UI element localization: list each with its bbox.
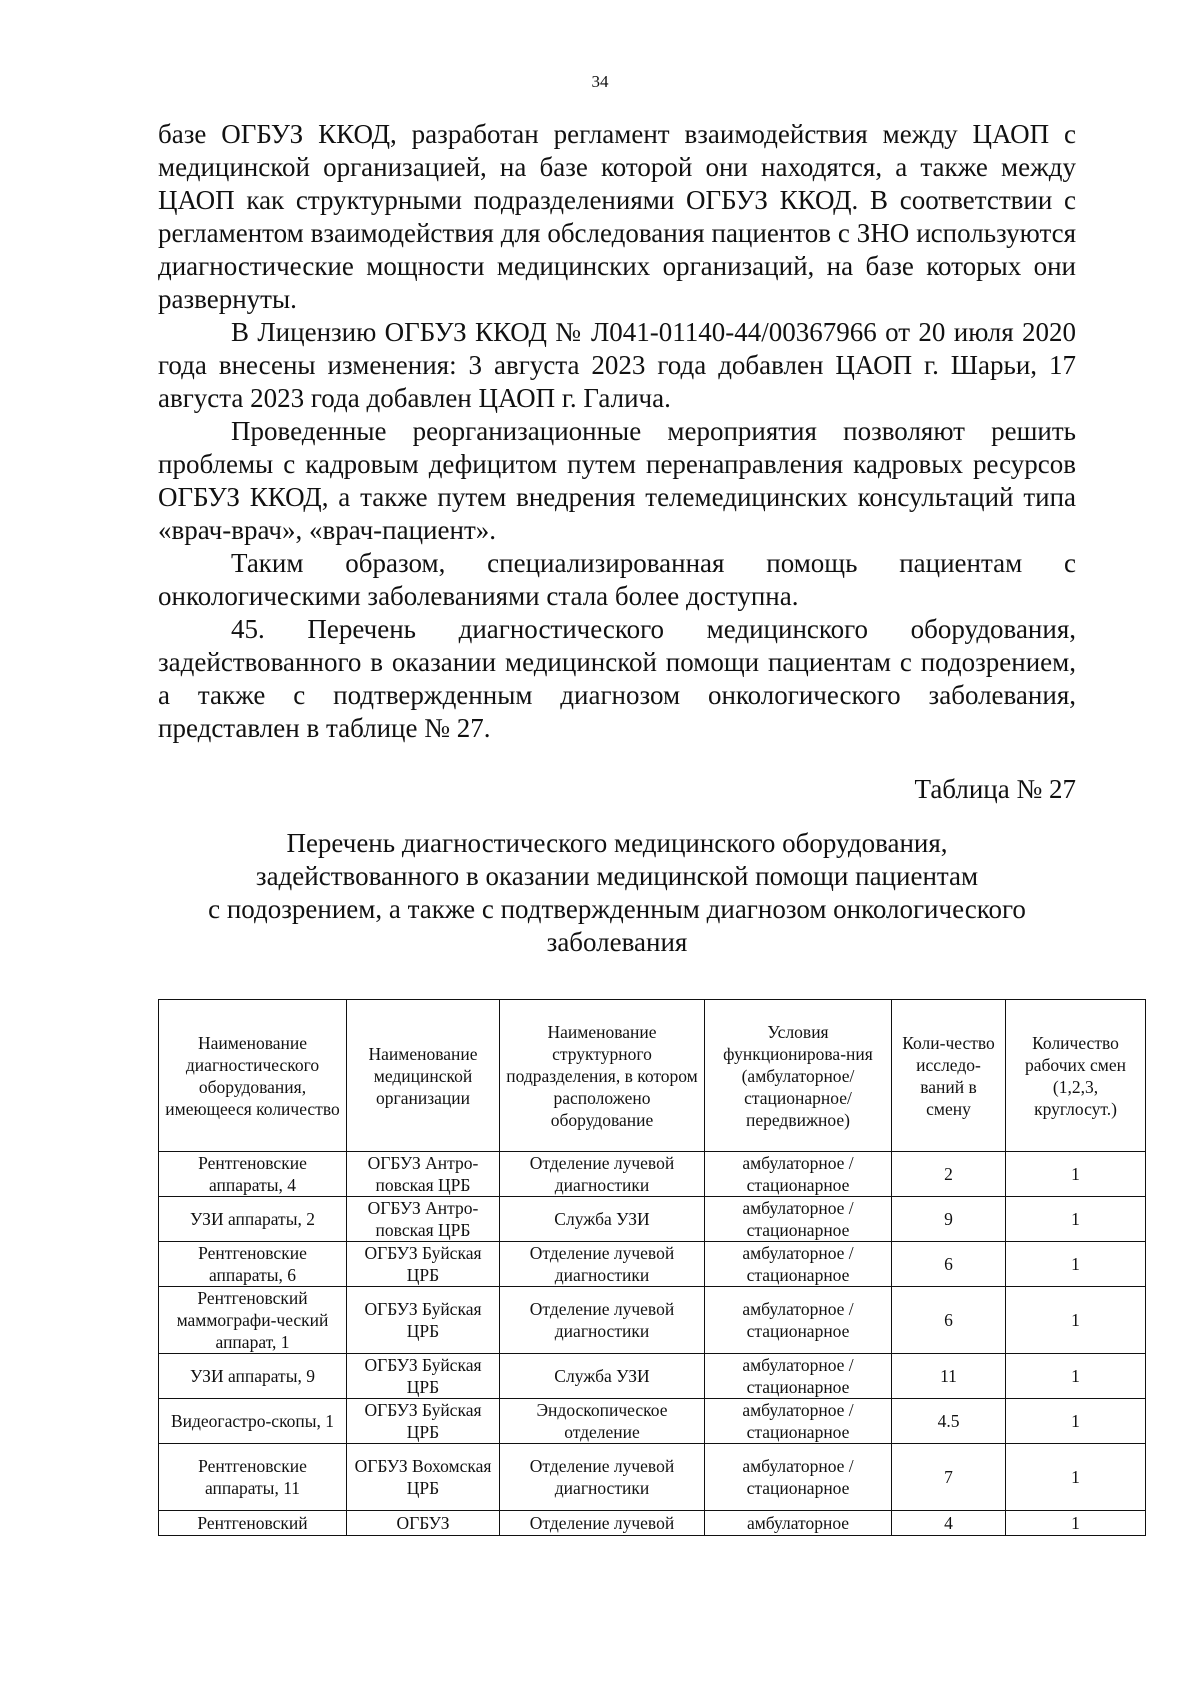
paragraph: 45. Перечень диагностического медицинского оборудования, задействованного в оказании медицинской помощи пациентам с подозрением, а также с подтвержденным диагнозом онкологического заболевания, представлен в таблице № 27. bbox=[158, 614, 1076, 743]
cell-conditions: амбулаторное /стационарное bbox=[705, 1354, 892, 1399]
paragraph: Таким образом, специализированная помощь пациентам с онкологическими заболеваниями стала более доступна. bbox=[158, 548, 1076, 611]
cell-studies-count: 4.5 bbox=[892, 1399, 1006, 1444]
cell-equipment: Рентгеновские аппараты, 6 bbox=[159, 1242, 347, 1287]
table-row bbox=[159, 1197, 1146, 1242]
cell-conditions: амбулаторное /стационарное bbox=[705, 1152, 892, 1197]
paragraph: Проведенные реорганизационные мероприятия позволяют решить проблемы с кадровым дефицитом путем перенаправления кадровых ресурсов ОГБУЗ ККОД, а также путем внедрения телемедицинских консультаций типа «врач-врач», «врач-пациент». bbox=[158, 416, 1076, 545]
header-studies-count: Коли-чество исследо-ваний в смену bbox=[892, 1000, 1006, 1152]
header-shifts: Количество рабочих смен (1,2,3, круглосут.) bbox=[1006, 1000, 1146, 1152]
cell-organization: ОГБУЗ Антро-повская ЦРБ bbox=[347, 1197, 500, 1242]
cell-equipment: Видеогастро-скопы, 1 bbox=[159, 1399, 347, 1444]
cell-equipment: УЗИ аппараты, 2 bbox=[159, 1197, 347, 1242]
table-row bbox=[159, 1354, 1146, 1399]
cell-department: Отделение лучевой bbox=[500, 1511, 705, 1536]
cell-organization: ОГБУЗ Антро-повская ЦРБ bbox=[347, 1152, 500, 1197]
cell-shifts: 1 bbox=[1006, 1354, 1146, 1399]
table-row bbox=[159, 1152, 1146, 1197]
cell-conditions: амбулаторное bbox=[705, 1511, 892, 1536]
cell-studies-count: 6 bbox=[892, 1242, 1006, 1287]
cell-equipment: Рентгеновский bbox=[159, 1511, 347, 1536]
table-title-line: с подозрением, а также с подтвержденным диагнозом онкологического bbox=[208, 894, 1026, 924]
cell-shifts: 1 bbox=[1006, 1444, 1146, 1511]
cell-studies-count: 6 bbox=[892, 1287, 1006, 1354]
cell-department: Отделение лучевой диагностики bbox=[500, 1287, 705, 1354]
header-conditions: Условия функционирова-ния (амбулаторное/ стационарное/ передвижное) bbox=[705, 1000, 892, 1152]
equipment-table bbox=[158, 999, 1146, 1536]
table-row bbox=[159, 1511, 1146, 1536]
cell-equipment: Рентгеновские аппараты, 4 bbox=[159, 1152, 347, 1197]
table-row bbox=[159, 1242, 1146, 1287]
header-department: Наименование структурного подразделения, в котором расположено оборудование bbox=[500, 1000, 705, 1152]
paragraph: В Лицензию ОГБУЗ ККОД № Л041-01140-44/00367966 от 20 июля 2020 года внесены изменения: 3 августа 2023 года добавлен ЦАОП г. Шарьи, 17 августа 2023 года добавлен ЦАОП г. Галича. bbox=[158, 317, 1076, 413]
table-title-line: заболевания bbox=[546, 927, 688, 957]
cell-shifts: 1 bbox=[1006, 1399, 1146, 1444]
cell-organization: ОГБУЗ Буйская ЦРБ bbox=[347, 1242, 500, 1287]
cell-department: Служба УЗИ bbox=[500, 1197, 705, 1242]
table-title-line: задействованного в оказании медицинской помощи пациентам bbox=[255, 861, 979, 891]
cell-studies-count: 9 bbox=[892, 1197, 1006, 1242]
cell-department: Отделение лучевой диагностики bbox=[500, 1444, 705, 1511]
header-equipment: Наименование диагностического оборудования, имеющееся количество bbox=[159, 1000, 347, 1152]
cell-conditions: амбулаторное /стационарное bbox=[705, 1444, 892, 1511]
cell-studies-count: 2 bbox=[892, 1152, 1006, 1197]
cell-conditions: амбулаторное /стационарное bbox=[705, 1197, 892, 1242]
cell-organization: ОГБУЗ Буйская ЦРБ bbox=[347, 1354, 500, 1399]
cell-shifts: 1 bbox=[1006, 1197, 1146, 1242]
table-header-row bbox=[159, 1000, 1146, 1152]
cell-conditions: амбулаторное /стационарное bbox=[705, 1399, 892, 1444]
cell-organization: ОГБУЗ Буйская ЦРБ bbox=[347, 1287, 500, 1354]
cell-department: Служба УЗИ bbox=[500, 1354, 705, 1399]
page-number: 34 bbox=[591, 72, 609, 91]
cell-shifts: 1 bbox=[1006, 1152, 1146, 1197]
cell-studies-count: 7 bbox=[892, 1444, 1006, 1511]
table-caption: Таблица № 27 bbox=[914, 774, 1076, 804]
body-text bbox=[158, 118, 1076, 745]
table-title bbox=[158, 827, 1076, 959]
cell-equipment: Рентгеновский маммографи-ческий аппарат, 1 bbox=[159, 1287, 347, 1354]
cell-equipment: УЗИ аппараты, 9 bbox=[159, 1354, 347, 1399]
cell-department: Эндоскопическое отделение bbox=[500, 1399, 705, 1444]
cell-conditions: амбулаторное /стационарное bbox=[705, 1287, 892, 1354]
cell-organization: ОГБУЗ bbox=[347, 1511, 500, 1536]
cell-conditions: амбулаторное /стационарное bbox=[705, 1242, 892, 1287]
cell-department: Отделение лучевой диагностики bbox=[500, 1152, 705, 1197]
cell-shifts: 1 bbox=[1006, 1511, 1146, 1536]
cell-shifts: 1 bbox=[1006, 1242, 1146, 1287]
table-row bbox=[159, 1399, 1146, 1444]
table-title-line: Перечень диагностического медицинского оборудования, bbox=[286, 828, 948, 858]
header-organization: Наименование медицинской организации bbox=[347, 1000, 500, 1152]
cell-organization: ОГБУЗ Буйская ЦРБ bbox=[347, 1399, 500, 1444]
cell-equipment: Рентгеновские аппараты, 11 bbox=[159, 1444, 347, 1511]
table-row bbox=[159, 1287, 1146, 1354]
cell-studies-count: 4 bbox=[892, 1511, 1006, 1536]
cell-studies-count: 11 bbox=[892, 1354, 1006, 1399]
paragraph: базе ОГБУЗ ККОД, разработан регламент взаимодействия между ЦАОП с медицинской организацией, на базе которой они находятся, а также между ЦАОП как структурными подразделениями ОГБУЗ ККОД. В соответствии с регламентом взаимодействия для обследования пациентов с ЗНО используются диагностические мощности медицинских организаций, на базе которых они развернуты. bbox=[158, 119, 1076, 314]
table-row bbox=[159, 1444, 1146, 1511]
cell-department: Отделение лучевой диагностики bbox=[500, 1242, 705, 1287]
cell-shifts: 1 bbox=[1006, 1287, 1146, 1354]
cell-organization: ОГБУЗ Вохомская ЦРБ bbox=[347, 1444, 500, 1511]
